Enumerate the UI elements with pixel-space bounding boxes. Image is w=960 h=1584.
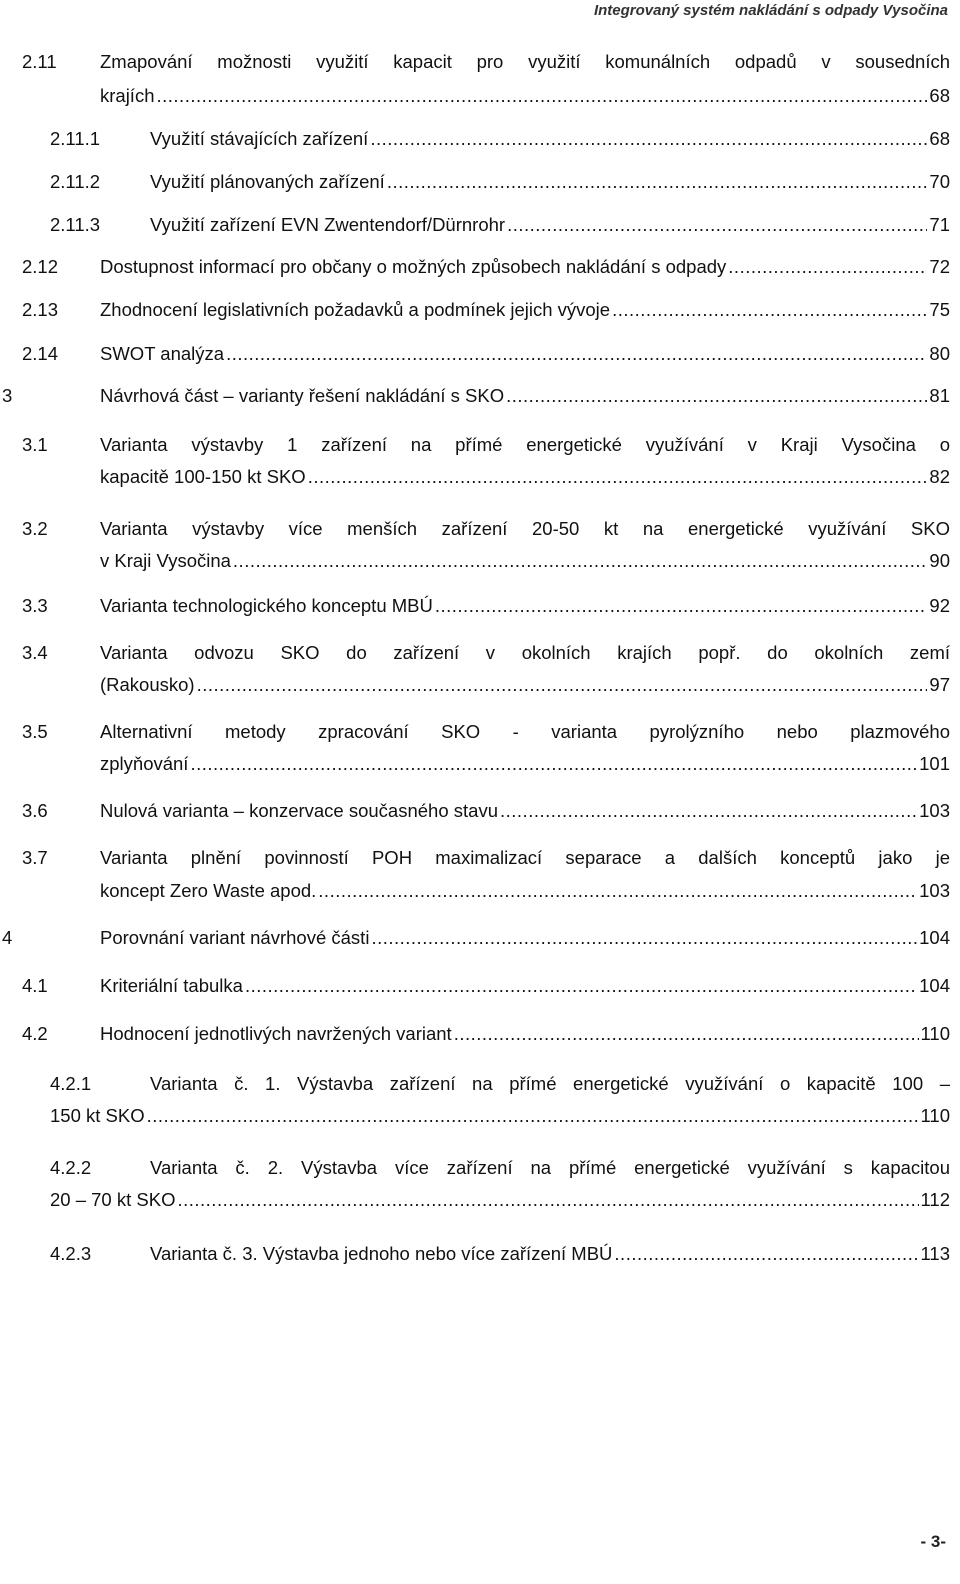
- toc-leader: [190, 748, 917, 780]
- toc-leader: [318, 875, 917, 907]
- toc-entry[interactable]: [100, 795, 950, 827]
- toc-leader: [245, 970, 917, 1002]
- toc-page: 68: [929, 128, 950, 149]
- toc-number: 2.11: [22, 51, 57, 72]
- toc-leader: [308, 461, 928, 493]
- toc-page: 81: [929, 385, 950, 406]
- toc-number: 3.7: [22, 847, 48, 868]
- toc-title: Využití stávajících zařízení: [150, 128, 369, 149]
- toc-title: Zhodnocení legislativních požadavků a podmínek jejich vývoje: [100, 299, 611, 320]
- toc-title: Hodnocení jednotlivých navržených variant: [100, 1023, 452, 1044]
- toc-page: 75: [929, 299, 950, 320]
- toc-entry[interactable]: [100, 461, 950, 493]
- toc-entry[interactable]: [100, 1018, 950, 1050]
- toc-title-line: Varianta plnění povinností POH maximalizací separace a dalších konceptů jako je: [100, 847, 950, 868]
- toc-leader: [226, 338, 927, 370]
- toc-page: 112: [920, 1189, 950, 1210]
- toc-title: 150 kt SKO: [50, 1105, 145, 1126]
- toc-title: Varianta technologického konceptu MBÚ: [100, 595, 433, 616]
- toc-title: Návrhová část – varianty řešení nakládání s SKO: [100, 385, 505, 406]
- toc-title: v Kraji Vysočina: [100, 550, 231, 571]
- toc-title: Varianta č. 3. Výstavba jednoho nebo více zařízení MBÚ: [150, 1243, 613, 1264]
- toc-leader: [177, 1184, 918, 1216]
- page-number: - 3-: [920, 1532, 946, 1551]
- toc-page: 68: [929, 85, 950, 106]
- toc-title-line: Varianta č. 1. Výstavba zařízení na přímé energetické využívání o kapacitě 100 –: [150, 1073, 950, 1094]
- toc-entry[interactable]: [100, 970, 950, 1002]
- toc-title-line: Alternativní metody zpracování SKO - varianta pyrolýzního nebo plazmového: [100, 721, 950, 742]
- toc-number: 4.2.2: [50, 1157, 92, 1178]
- toc-leader: [147, 1100, 919, 1132]
- toc-title-line: Varianta č. 2. Výstavba více zařízení na přímé energetické využívání s kapacitou: [150, 1157, 950, 1178]
- toc-title: kapacitě 100-150 kt SKO: [100, 466, 306, 487]
- toc-page: 92: [929, 595, 950, 616]
- toc-leader: [612, 294, 927, 326]
- toc-leader: [454, 1018, 919, 1050]
- toc-title: Využití plánovaných zařízení: [150, 171, 385, 192]
- toc-leader: [500, 795, 917, 827]
- toc-number: 3.4: [22, 642, 48, 663]
- toc-number: 4: [2, 927, 13, 948]
- toc-title: SWOT analýza: [100, 343, 225, 364]
- toc-title: 20 – 70 kt SKO: [50, 1189, 176, 1210]
- toc-entry[interactable]: [100, 380, 950, 412]
- toc-page: 103: [919, 880, 950, 901]
- toc-leader: [157, 80, 928, 112]
- toc-page: 103: [919, 800, 950, 821]
- toc-leader: [728, 251, 927, 283]
- toc-number: 3: [2, 385, 13, 406]
- toc-title: Nulová varianta – konzervace současného stavu: [100, 800, 498, 821]
- toc-entry[interactable]: [100, 545, 950, 577]
- toc-entry[interactable]: [100, 748, 950, 780]
- toc-leader: [371, 922, 917, 954]
- toc-leader: [370, 123, 927, 155]
- toc-entry[interactable]: [100, 338, 950, 370]
- toc-entry[interactable]: [150, 166, 950, 198]
- toc-page: 104: [919, 975, 950, 996]
- toc-entry[interactable]: [150, 1238, 950, 1270]
- toc-leader: [506, 380, 927, 412]
- toc-page: 110: [920, 1023, 950, 1044]
- toc-number: 2.11.2: [50, 171, 101, 192]
- running-header: Integrovaný systém nakládání s odpady Vysočina: [593, 2, 948, 19]
- toc-page: 97: [929, 674, 950, 695]
- toc-entry[interactable]: [50, 1100, 950, 1132]
- toc-title: Dostupnost informací pro občany o možných způsobech nakládání s odpady: [100, 256, 727, 277]
- toc-page: 113: [920, 1243, 950, 1264]
- toc-entry[interactable]: [100, 669, 950, 701]
- toc-leader: [435, 590, 928, 622]
- toc-leader: [614, 1238, 918, 1270]
- toc-page: 110: [920, 1105, 950, 1126]
- toc-number: 2.12: [22, 256, 59, 277]
- toc-title: zplyňování: [100, 753, 189, 774]
- toc-number: 3.5: [22, 721, 48, 742]
- toc-title-line: Varianta výstavby 1 zařízení na přímé energetické využívání v Kraji Vysočina o: [100, 434, 950, 455]
- toc-leader: [507, 209, 927, 241]
- toc-title: koncept Zero Waste apod.: [100, 880, 317, 901]
- toc-title: krajích: [100, 85, 155, 106]
- toc-page: 104: [919, 927, 950, 948]
- toc-leader: [233, 545, 928, 577]
- toc-title-line: Varianta výstavby více menších zařízení 20-50 kt na energetické využívání SKO: [100, 518, 950, 539]
- toc-page: 90: [929, 550, 950, 571]
- toc-page: 80: [929, 343, 950, 364]
- toc-entry[interactable]: [100, 922, 950, 954]
- toc-number: 4.2.1: [50, 1073, 92, 1094]
- toc-title-line: Zmapování možnosti využití kapacit pro využití komunálních odpadů v sousedních: [100, 51, 950, 72]
- toc-entry[interactable]: [150, 123, 950, 155]
- toc-page: 70: [929, 171, 950, 192]
- toc-number: 3.3: [22, 595, 48, 616]
- toc-entry[interactable]: [100, 80, 950, 112]
- toc-title: (Rakousko): [100, 674, 195, 695]
- toc-number: 3.2: [22, 518, 48, 539]
- toc-entry[interactable]: [150, 209, 950, 241]
- toc-title: Porovnání variant návrhové části: [100, 927, 370, 948]
- toc-entry[interactable]: [50, 1184, 950, 1216]
- toc-number: 2.11.3: [50, 214, 101, 235]
- toc-title-line: Varianta odvozu SKO do zařízení v okolních krajích popř. do okolních zemí: [100, 642, 950, 663]
- toc-entry[interactable]: [100, 251, 950, 283]
- toc-leader: [197, 669, 928, 701]
- toc-page: 72: [929, 256, 950, 277]
- toc-page: 101: [919, 753, 950, 774]
- toc-number: 4.2: [22, 1023, 48, 1044]
- toc-leader: [387, 166, 928, 198]
- toc-number: 4.2.3: [50, 1243, 92, 1264]
- toc-number: 2.13: [22, 299, 59, 320]
- toc-number: 4.1: [22, 975, 48, 996]
- toc-number: 2.14: [22, 343, 59, 364]
- toc-page: 71: [929, 214, 950, 235]
- toc-title: Využití zařízení EVN Zwentendorf/Dürnrohr: [150, 214, 506, 235]
- toc-entry[interactable]: [100, 875, 950, 907]
- toc-entry[interactable]: [100, 294, 950, 326]
- toc-title: Kriteriální tabulka: [100, 975, 243, 996]
- toc-number: 2.11.1: [50, 128, 101, 149]
- toc-page: 82: [929, 466, 950, 487]
- toc-number: 3.6: [22, 800, 48, 821]
- toc-entry[interactable]: [100, 590, 950, 622]
- toc-number: 3.1: [22, 434, 48, 455]
